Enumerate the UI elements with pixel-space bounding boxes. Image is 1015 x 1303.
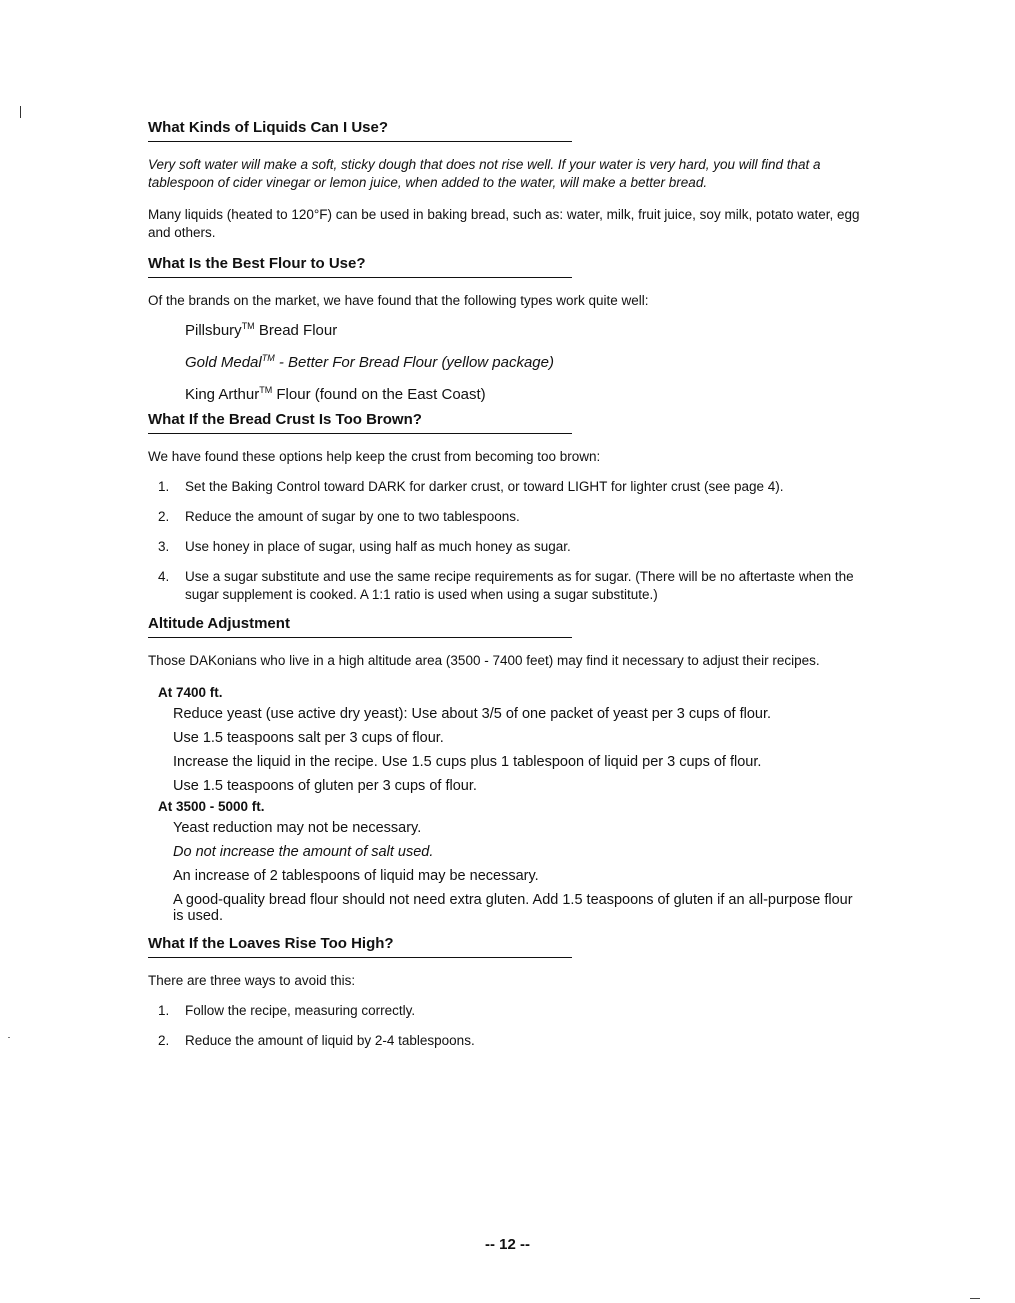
altitude-high-label: At 7400 ft. [158, 685, 223, 700]
altitude-high-line: Use 1.5 teaspoons salt per 3 cups of flour. [173, 730, 444, 746]
loaves-intro: There are three ways to avoid this: [148, 973, 356, 988]
altitude-high-line: Increase the liquid in the recipe. Use 1.5 cups plus 1 tablespoon of liquid per 3 cups of flour. [173, 754, 762, 770]
flour-brand-item: Gold Medal™ - Better For Bread Flour (yellow package) [185, 353, 554, 371]
list-item: 1. Set the Baking Control toward DARK for darker crust, or toward LIGHT for lighter crust (see page 4). [158, 479, 784, 494]
altitude-low-line: A good-quality bread flour should not need extra gluten. Add 1.5 teaspoons of gluten if an all-purpose flour is used. [173, 892, 853, 924]
flour-brand-item: Pillsbury™ Bread Flour [185, 321, 338, 339]
flour-brand-list [148, 320, 862, 406]
list-item: 2. Reduce the amount of liquid by 2-4 tablespoons. [158, 1033, 475, 1048]
section-title-loaves: What If the Loaves Rise Too High? [148, 935, 394, 952]
scan-mark [20, 106, 21, 118]
crust-intro: We have found these options help keep the crust from becoming too brown: [148, 449, 601, 464]
section-title-altitude: Altitude Adjustment [148, 615, 290, 632]
altitude-low-line: An increase of 2 tablespoons of liquid may be necessary. [173, 868, 539, 884]
list-item: 4. Use a sugar substitute and use the same recipe requirements as for sugar. (There will be no aftertaste when the sugar supplement is cooked. A 1:1 ratio is used when using a sugar substitute.) [158, 569, 854, 602]
flour-intro: Of the brands on the market, we have found that the following types work quite well: [148, 293, 649, 308]
flour-brand-item: King Arthur™ Flour (found on the East Coast) [185, 385, 486, 403]
scan-mark [8, 1037, 10, 1038]
liquids-para-1: Very soft water will make a soft, sticky dough that does not rise well. If your water is very hard, you will find that a tablespoon of cider vinegar or lemon juice, when added to the water, will make a better bread. [148, 157, 821, 190]
altitude-high-line: Use 1.5 teaspoons of gluten per 3 cups of flour. [173, 778, 477, 794]
list-item: 2. Reduce the amount of sugar by one to two tablespoons. [158, 509, 520, 524]
section-title-liquids: What Kinds of Liquids Can I Use? [148, 119, 388, 136]
altitude-low-line: Yeast reduction may not be necessary. [173, 820, 422, 836]
loaves-options-list [148, 1002, 862, 1050]
page-content [148, 118, 862, 1050]
list-item: 3. Use honey in place of sugar, using half as much honey as sugar. [158, 539, 571, 554]
altitude-low-label: At 3500 - 5000 ft. [158, 799, 265, 814]
page-number: -- 12 -- [485, 1236, 530, 1253]
section-title-crust: What If the Bread Crust Is Too Brown? [148, 411, 422, 428]
altitude-intro: Those DAKonians who live in a high altitude area (3500 - 7400 feet) may find it necessary to adjust their recipes. [148, 653, 820, 668]
altitude-high-line: Reduce yeast (use active dry yeast): Use about 3/5 of one packet of yeast per 3 cups of flour. [173, 706, 772, 722]
liquids-para-2: Many liquids (heated to 120°F) can be used in baking bread, such as: water, milk, fruit juice, soy milk, potato water, egg and others. [148, 207, 860, 240]
altitude-low-line: Do not increase the amount of salt used. [173, 844, 434, 860]
list-item: 1. Follow the recipe, measuring correctly. [158, 1003, 416, 1018]
section-title-flour: What Is the Best Flour to Use? [148, 255, 366, 272]
scan-mark [970, 1298, 980, 1299]
crust-options-list [148, 478, 862, 604]
